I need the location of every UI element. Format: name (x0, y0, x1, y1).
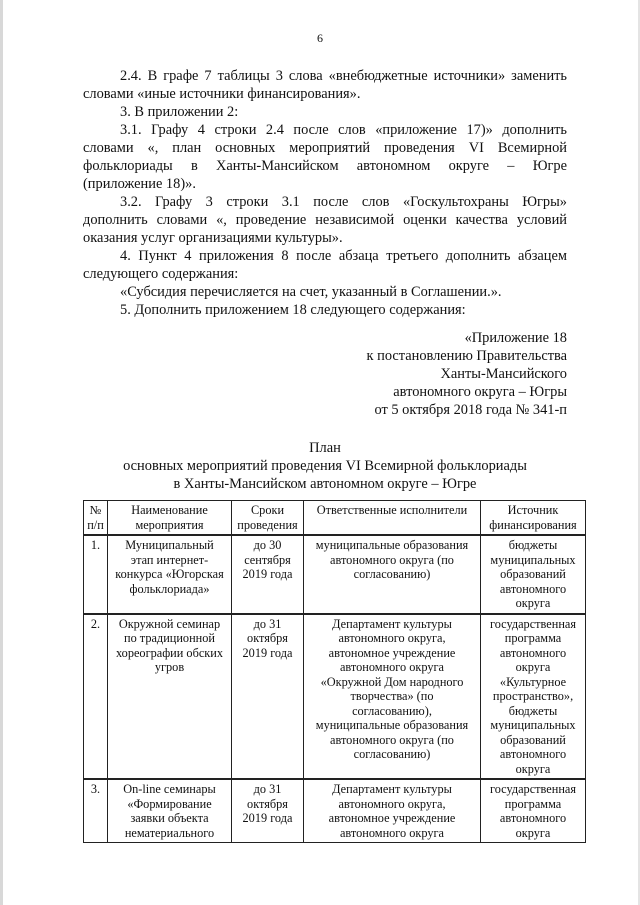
cell-line: нематериального (124, 825, 215, 840)
cell-line: Окружной семинар (118, 616, 221, 631)
cell-line: образований (500, 567, 566, 581)
paragraph-line: 5. Дополнить приложением 18 следующего содержания: (120, 302, 466, 318)
cell-line: № (89, 503, 102, 517)
cell-line: муниципальных (490, 718, 576, 732)
cell-line: октября (247, 796, 288, 811)
cell-line: округа (515, 660, 551, 674)
cell-line: 2. (90, 616, 101, 631)
cell-line: муниципальные образования (315, 718, 469, 732)
appendix-line: к постановлению Правительства (366, 348, 567, 364)
cell-line: автономного (499, 811, 567, 825)
table-cell (481, 614, 586, 780)
paragraph-line: 3.2. Графу 3 строки 3.1 после слов «Госкультохраны Югры» (120, 194, 567, 210)
cell-line: автономного округа (по (330, 552, 454, 567)
cell-line: автономного округа, (338, 796, 446, 811)
paragraph-line: следующего содержания: (83, 266, 239, 282)
table-cell (232, 779, 304, 843)
cell-line: Сроки (250, 503, 285, 517)
cell-line: 2019 года (242, 567, 293, 581)
table-row (84, 614, 586, 780)
cell-line: заявки объекта (130, 811, 209, 825)
cell-line: автономное учреждение (328, 645, 456, 660)
plan-title (83, 439, 567, 493)
cell-line: хореографии обских (115, 645, 223, 660)
paragraph-line: «Субсидия перечисляется на счет, указанный в Соглашении.». (120, 284, 502, 300)
cell-line: согласованию) (353, 567, 431, 581)
table-header-cell (481, 501, 586, 536)
cell-line: автономного (499, 645, 567, 660)
table-header-row (84, 501, 586, 536)
cell-line: бюджеты (508, 703, 558, 718)
cell-line: округа (515, 596, 551, 610)
cell-line: Муниципальный (125, 538, 214, 552)
cell-line: мероприятия (135, 517, 204, 532)
table-cell (108, 779, 232, 843)
cell-line: согласованию) (353, 747, 431, 761)
cell-line: 2019 года (242, 811, 293, 825)
cell-line: 1. (90, 538, 101, 552)
cell-line: творчества» (по (350, 689, 434, 703)
table-cell (304, 779, 481, 843)
cell-line: государственная (489, 616, 577, 631)
cell-line: муниципальных (490, 552, 576, 567)
paragraph-line: дополнить словами «, проведение независимой оценки качества условий (83, 212, 567, 228)
cell-line: программа (504, 796, 562, 811)
cell-line: «Формирование (127, 796, 212, 811)
page-number: 6 (317, 31, 323, 45)
paragraph-line: (приложение 18)». (83, 176, 196, 192)
cell-line: согласованию), (352, 703, 432, 718)
cell-line: автономного округа (339, 660, 445, 674)
table-header-cell (304, 501, 481, 536)
cell-line: 3. (90, 782, 101, 796)
paragraph-line: словами «, план основных мероприятий проведения VI Всемирной (83, 140, 567, 156)
cell-line: конкурса «Югорская (115, 567, 224, 581)
appendix-line: Ханты-Мансийского (440, 366, 567, 382)
paragraph-line: 3. В приложении 2: (120, 104, 239, 120)
cell-line: округа (515, 825, 551, 840)
table-cell (232, 614, 304, 780)
cell-line: по традиционной (124, 631, 215, 645)
cell-line: округа (515, 761, 551, 776)
table-header-cell (232, 501, 304, 536)
cell-line: программа (504, 631, 562, 645)
table-cell (84, 614, 108, 780)
cell-line: проведения (237, 517, 298, 532)
table-cell (84, 535, 108, 614)
cell-line: On-line семинары (123, 782, 216, 796)
paragraph-line: 3.1. Графу 4 строки 2.4 после слов «приложение 17)» дополнить (120, 122, 567, 138)
table-header-cell (84, 501, 108, 536)
cell-line: пространство», (492, 689, 574, 703)
cell-line: «Культурное (499, 674, 567, 689)
plan-title-line: основных мероприятий проведения VI Всемирной фольклориады (123, 458, 527, 474)
cell-line: до 31 (253, 782, 282, 796)
paragraph-line: фольклориады в Ханты-Мансийском автономном округе – Югре (83, 158, 567, 174)
cell-line: фольклориада» (129, 581, 210, 596)
table-cell (481, 535, 586, 614)
cell-line: автономного (499, 581, 567, 596)
table-row (84, 535, 586, 614)
scan-edge-left (0, 0, 3, 905)
cell-line: автономного (499, 747, 567, 761)
cell-line: муниципальные образования (315, 538, 469, 552)
cell-line: Источник (507, 503, 559, 517)
table-cell (108, 614, 232, 780)
appendix-line: от 5 октября 2018 года № 341-п (374, 402, 567, 418)
paragraph-line: словами «иные источники финансирования». (83, 86, 361, 102)
plan-table (83, 500, 586, 843)
cell-line: сентября (244, 552, 291, 567)
table-cell (84, 779, 108, 843)
cell-line: до 31 (253, 616, 282, 631)
cell-line: автономного округа (по (330, 732, 454, 747)
cell-line: Департамент культуры (332, 616, 452, 631)
cell-line: образований (500, 732, 566, 747)
table-cell (108, 535, 232, 614)
paragraph-line: 4. Пункт 4 приложения 8 после абзаца третьего дополнить абзацем (120, 248, 567, 264)
table-cell (304, 535, 481, 614)
cell-line: Ответственные исполнители (316, 503, 468, 517)
paragraph-line: 2.4. В графе 7 таблицы 3 слова «внебюджетные источники» заменить (120, 68, 567, 84)
cell-line: бюджеты (508, 538, 558, 552)
appendix-header (300, 329, 567, 419)
cell-line: октября (247, 631, 288, 645)
body-text (83, 67, 567, 319)
table-row (84, 779, 586, 843)
cell-line: Департамент культуры (332, 782, 452, 796)
table-cell (232, 535, 304, 614)
cell-line: до 30 (253, 538, 282, 552)
paragraph-line: оказания услуг организациями культуры». (83, 230, 343, 246)
cell-line: этап интернет- (130, 552, 209, 567)
appendix-line: автономного округа – Югры (393, 384, 567, 400)
plan-title-line: в Ханты-Мансийском автономном округе – Югре (173, 476, 477, 492)
cell-line: государственная (489, 782, 577, 796)
cell-line: 2019 года (242, 645, 293, 660)
table-header-cell (108, 501, 232, 536)
plan-title-line: План (309, 440, 341, 456)
cell-line: автономное учреждение (328, 811, 456, 825)
cell-line: п/п (87, 517, 104, 532)
cell-line: автономного округа (339, 825, 445, 840)
table-cell (304, 614, 481, 780)
cell-line: Наименование (131, 503, 208, 517)
cell-line: финансирования (489, 517, 577, 532)
cell-line: автономного округа, (338, 631, 446, 645)
cell-line: угров (154, 660, 185, 674)
appendix-line: «Приложение 18 (464, 330, 567, 346)
table-cell (481, 779, 586, 843)
cell-line: «Окружной Дом народного (320, 674, 464, 689)
